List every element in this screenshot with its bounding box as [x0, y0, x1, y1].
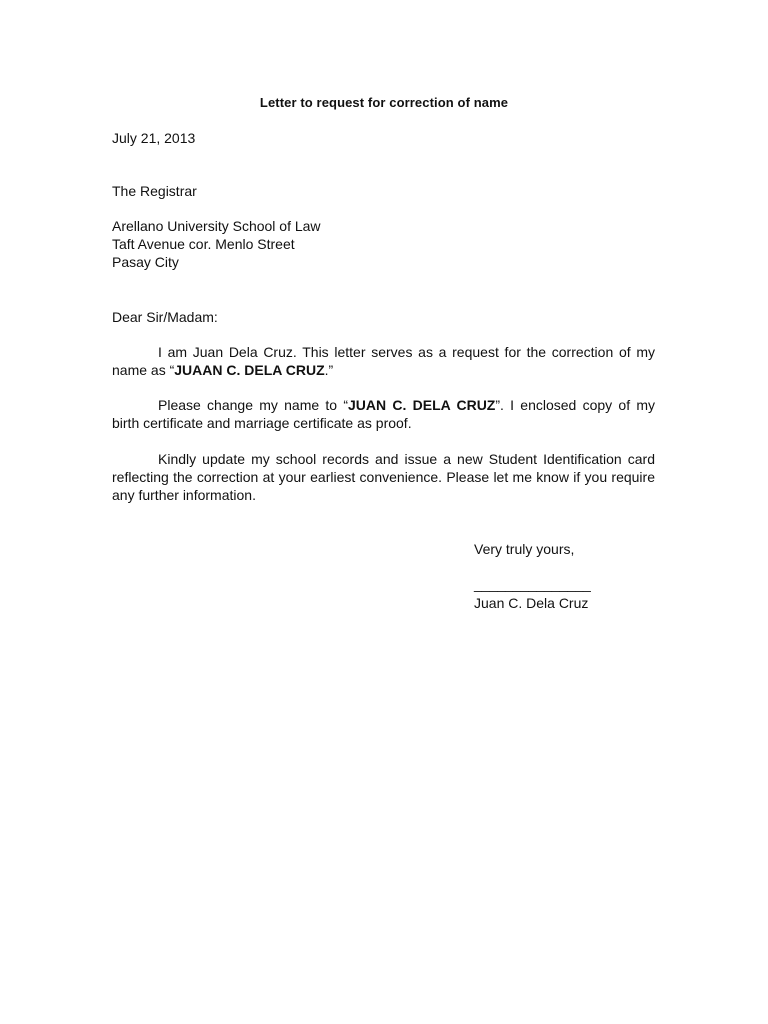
letter-title: Letter to request for correction of name — [259, 95, 509, 110]
letter-date: July 21, 2013 — [112, 130, 196, 146]
paragraph-2-correct-name: JUAN C. DELA CRUZ — [348, 397, 496, 413]
signer-name: Juan C. Dela Cruz — [474, 595, 589, 611]
paragraph-2-text: Please change my name to “ — [158, 397, 349, 413]
recipient-name: The Registrar — [112, 183, 197, 199]
paragraph-3 — [112, 450, 655, 504]
address-line-2: Taft Avenue cor. Menlo Street — [112, 236, 295, 252]
signature-line: _______________ — [474, 576, 591, 592]
paragraph-3-text: Kindly update my school records and issue a new Student Identification card reflecting the correction at your earliest convenience. Please let me know if you require any further information. — [112, 451, 655, 503]
paragraph-1-incorrect-name: JUAAN C. DELA CRUZ — [174, 362, 325, 378]
paragraph-1-end: .” — [324, 362, 334, 378]
paragraph-1-text: I am Juan Dela Cruz. This letter serves as a request for the correction of my name as “ — [112, 344, 655, 378]
closing-phrase: Very truly yours, — [474, 541, 575, 557]
paragraph-2 — [112, 396, 655, 432]
paragraph-1 — [112, 343, 655, 379]
address-line-1: Arellano University School of Law — [112, 218, 321, 234]
address-line-3: Pasay City — [112, 254, 179, 270]
paragraph-2-end: ”. I enclosed copy of my birth certificate and marriage certificate as proof. — [112, 397, 655, 431]
salutation: Dear Sir/Madam: — [112, 309, 218, 325]
recipient-address — [112, 217, 656, 271]
